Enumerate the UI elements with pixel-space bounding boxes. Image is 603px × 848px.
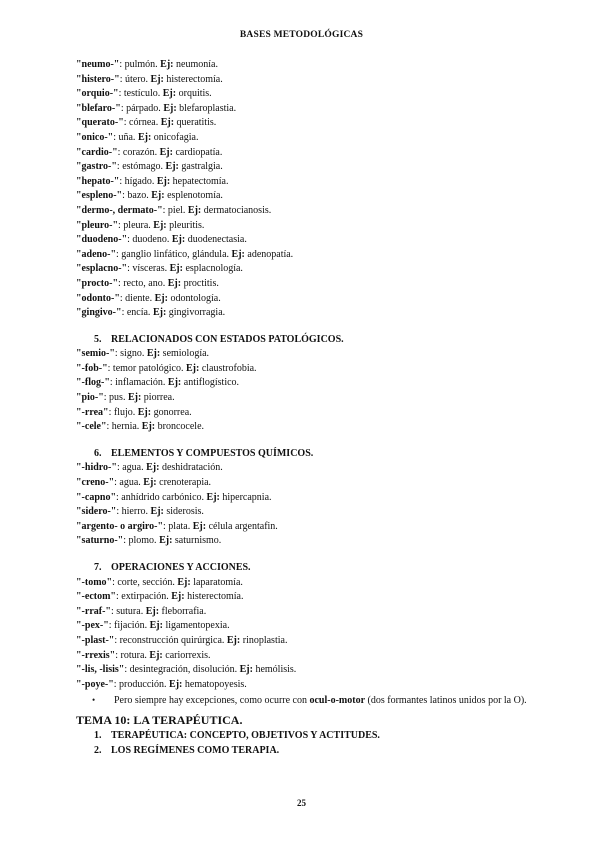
term-entry [76, 534, 526, 549]
term-entry [76, 277, 526, 292]
term-meaning: : extirpación. [115, 591, 172, 603]
term-entry [76, 73, 526, 88]
term-example: laparatomía. [190, 576, 243, 588]
term-meaning: : duodeno. [127, 234, 172, 246]
term-ej: Ej: [171, 591, 185, 603]
term-term: "orquio-" [76, 88, 119, 100]
term-term: "-rraf-" [76, 605, 111, 617]
term-example: hematopoyesis. [182, 678, 247, 690]
term-term: "-fob-" [76, 362, 108, 374]
term-meaning: : testículo. [118, 88, 163, 100]
term-term: "-plast-" [76, 634, 115, 646]
term-meaning: : agua. [116, 462, 147, 474]
term-meaning: : plata. [163, 520, 193, 532]
term-entry [76, 520, 526, 535]
term-ej: Ej: [137, 131, 152, 143]
term-entry [76, 292, 526, 307]
section-5-heading: 5. RELACIONADOS CON ESTADOS PATOLÓGICOS. [94, 333, 344, 345]
term-entry [76, 102, 526, 117]
page-header: BASES METODOLÓGICAS [239, 30, 364, 40]
term-meaning: : córnea. [123, 117, 161, 129]
term-list-organs [76, 58, 526, 321]
term-ej: Ej: [185, 362, 200, 374]
term-entry [76, 362, 526, 377]
term-term: "semio-" [76, 348, 115, 360]
term-meaning: : vísceras. [127, 263, 170, 275]
term-example: antiflogístico. [181, 377, 240, 389]
term-ej: Ej: [152, 307, 167, 319]
term-meaning: : hígado. [119, 175, 157, 187]
bullet-icon: • [92, 695, 96, 706]
term-entry [76, 233, 526, 248]
term-term: "-cele" [76, 421, 107, 433]
term-term: "pleuro-" [76, 219, 119, 231]
tema-10-list [76, 728, 526, 758]
term-example: ligamentopexia. [162, 620, 230, 632]
term-entry [76, 347, 526, 362]
term-ej: Ej: [150, 73, 164, 85]
term-example: histerectomía. [184, 591, 244, 603]
term-ej: Ej: [187, 204, 202, 216]
term-example: semiología. [160, 348, 210, 360]
term-term: "adeno-" [76, 248, 116, 260]
term-term: "-poye-" [76, 678, 114, 690]
term-meaning: : desintegración, disolución. [124, 664, 240, 676]
term-entry [76, 189, 526, 204]
term-entry [76, 248, 526, 263]
tema-subsection: 2. LOS REGÍMENES COMO TERAPIA. [94, 744, 280, 756]
term-list-pathological [76, 347, 526, 435]
term-term: "onico-" [76, 131, 114, 143]
term-term: "-ectom" [76, 591, 116, 603]
term-entry [76, 505, 526, 520]
term-term: "saturno-" [76, 535, 124, 547]
term-term: "creno-" [76, 477, 115, 489]
term-entry [76, 576, 526, 591]
term-meaning: : pus. [103, 392, 128, 404]
term-example: fleborrafia. [159, 605, 207, 617]
term-ej: Ej: [154, 292, 168, 304]
term-entry [76, 87, 526, 102]
term-example: esplacnología. [182, 263, 243, 275]
term-example: dermatocianosis. [201, 204, 272, 216]
term-meaning: : pleura. [118, 219, 154, 231]
term-ej: Ej: [167, 377, 182, 389]
term-meaning: : diente. [119, 292, 155, 304]
term-meaning: : ganglio linfático, glándula. [116, 248, 232, 260]
term-example: odontología. [167, 292, 221, 304]
term-term: "pio-" [76, 392, 104, 404]
term-term: "duodeno-" [76, 234, 128, 246]
term-term: "-hidro-" [76, 462, 117, 474]
document-body [76, 58, 526, 758]
section-7-heading: 7. OPERACIONES Y ACCIONES. [94, 562, 251, 573]
term-term: "hepato-" [76, 175, 120, 187]
term-example: gastralgia. [178, 161, 223, 173]
term-ej: Ej: [159, 535, 173, 547]
term-meaning: : uña. [113, 131, 138, 143]
term-meaning: : inflamación. [109, 377, 168, 389]
term-ej: Ej: [160, 59, 174, 70]
term-ej: Ej: [145, 605, 160, 617]
term-ej: Ej: [146, 462, 160, 474]
term-meaning: : reconstrucción quirúrgica. [114, 634, 227, 646]
term-example: cariorrexis. [162, 649, 211, 661]
term-ej: Ej: [160, 117, 175, 129]
term-term: "gingivo-" [76, 307, 122, 319]
term-example: esplenotomía. [164, 190, 223, 202]
term-meaning: : corazón. [117, 146, 160, 158]
term-example: célula argentafin. [206, 520, 278, 532]
term-entry [76, 391, 526, 406]
term-entry [76, 605, 526, 620]
term-term: "odonto-" [76, 292, 120, 304]
term-example: deshidratación. [159, 462, 223, 474]
term-ej: Ej: [169, 678, 183, 690]
section-6-heading: 6. ELEMENTOS Y COMPUESTOS QUÍMICOS. [94, 447, 314, 459]
term-example: hepatectomía. [170, 175, 229, 187]
term-ej: Ej: [163, 102, 177, 114]
term-term: "histero-" [76, 73, 120, 85]
term-entry [76, 476, 526, 491]
term-entry [76, 678, 526, 693]
term-ej: Ej: [149, 649, 163, 661]
term-entry [76, 420, 526, 435]
term-ej: Ej: [239, 664, 253, 676]
term-meaning: : hierro. [116, 506, 151, 518]
term-meaning: : agua. [114, 477, 144, 489]
term-example: rinoplastia. [240, 634, 288, 646]
term-example: blefaroplastia. [176, 102, 237, 114]
term-meaning: : signo. [114, 348, 147, 360]
tema-10-title: TEMA 10: LA TERAPÉUTICA. [76, 712, 243, 727]
term-meaning: : fijación. [108, 620, 150, 632]
term-example: onicofagia. [151, 131, 199, 143]
term-example: cardiopatía. [172, 146, 223, 158]
term-example: crenoterapia. [156, 477, 212, 489]
term-ej: Ej: [127, 392, 142, 404]
term-ej: Ej: [226, 634, 241, 646]
term-meaning: : encía. [121, 307, 153, 319]
term-ej: Ej: [153, 219, 167, 231]
term-example: duodenectasia. [185, 234, 247, 246]
term-term: "argento- o argiro-" [76, 520, 164, 532]
term-entry [76, 58, 526, 73]
term-example: siderosis. [163, 506, 204, 518]
term-example: proctitis. [181, 277, 219, 289]
term-term: "sidero-" [76, 506, 117, 518]
term-example: hipercapnia. [219, 491, 272, 503]
term-ej: Ej: [150, 506, 164, 518]
term-entry [76, 590, 526, 605]
term-entry [76, 663, 526, 678]
term-example: orquitis. [176, 88, 212, 100]
term-example: adenopatía. [244, 248, 294, 260]
term-meaning: : estómago. [116, 161, 166, 173]
term-meaning: : rotura. [115, 649, 150, 661]
term-entry [76, 116, 526, 131]
term-ej: Ej: [165, 161, 179, 173]
term-example: hemólisis. [252, 664, 297, 676]
term-entry [76, 175, 526, 190]
term-term: "blefaro-" [76, 102, 121, 114]
term-term: "-capno" [76, 491, 116, 503]
term-meaning: : anhídrido carbónico. [116, 491, 207, 503]
term-ej: Ej: [141, 421, 156, 433]
term-term: "esplacno-" [76, 263, 128, 275]
term-list-chemical [76, 461, 526, 549]
term-term: "-pex-" [76, 620, 109, 632]
term-ej: Ej: [151, 190, 165, 202]
term-example: queratitis. [174, 117, 217, 129]
term-ej: Ej: [169, 263, 183, 275]
term-meaning: : producción. [113, 678, 170, 690]
term-term: "-tomo" [76, 576, 113, 588]
term-meaning: : hernia. [106, 421, 142, 433]
term-meaning: : corte, sección. [112, 576, 178, 588]
term-ej: Ej: [149, 620, 163, 632]
term-ej: Ej: [177, 576, 191, 588]
term-meaning: : plomo. [123, 535, 160, 547]
term-example: gonorrea. [151, 406, 192, 418]
term-ej: Ej: [146, 348, 161, 360]
term-example: claustrofobia. [199, 362, 257, 374]
term-meaning: : piel. [162, 204, 188, 216]
term-meaning: : flujo. [108, 406, 138, 418]
term-meaning: : bazo. [122, 190, 152, 202]
term-meaning: : párpado. [120, 102, 164, 114]
term-entry [76, 376, 526, 391]
term-example: broncocele. [155, 421, 205, 433]
tema-subsection: 1. TERAPÉUTICA: CONCEPTO, OBJETIVOS Y ACTITUDES. [94, 729, 380, 741]
term-example: saturnismo. [172, 535, 222, 547]
term-entry [76, 204, 526, 219]
term-ej: Ej: [159, 146, 173, 158]
term-entry [76, 219, 526, 234]
term-meaning: : sutura. [110, 605, 146, 617]
term-meaning: : temor patológico. [107, 362, 186, 374]
term-term: "-rrexis" [76, 649, 116, 661]
term-ej: Ej: [143, 477, 157, 489]
page-number: 25 [297, 798, 306, 808]
term-entry [76, 634, 526, 649]
term-entry [76, 461, 526, 476]
term-ej: Ej: [137, 406, 152, 418]
exception-note: • Pero siempre hay excepciones, como ocurre con ocul-o-motor (dos formantes latinos unidos por la O). [92, 695, 527, 707]
term-term: "dermo-, dermato-" [76, 204, 163, 216]
term-entry [76, 619, 526, 634]
term-term: "cardio-" [76, 146, 118, 158]
term-entry [76, 131, 526, 146]
term-term: "espleno-" [76, 190, 123, 202]
term-entry [76, 146, 526, 161]
term-entry [76, 491, 526, 506]
term-term: "neumo-" [76, 59, 120, 70]
term-entry [76, 406, 526, 421]
term-term: "-rrea" [76, 406, 109, 418]
term-meaning: : recto, ano. [118, 277, 168, 289]
term-ej: Ej: [206, 491, 220, 503]
term-ej: Ej: [231, 248, 245, 260]
term-list-operations [76, 576, 526, 693]
term-ej: Ej: [156, 175, 171, 187]
term-example: gingivorragia. [166, 307, 226, 319]
term-example: piorrea. [141, 392, 175, 404]
term-ej: Ej: [162, 88, 177, 100]
term-example: pleuritis. [166, 219, 205, 231]
term-ej: Ej: [167, 277, 182, 289]
term-meaning: : útero. [119, 73, 151, 85]
term-meaning: : pulmón. [119, 59, 161, 70]
term-term: "-lis, -lisis" [76, 664, 125, 676]
term-entry [76, 160, 526, 175]
term-term: "procto-" [76, 277, 119, 289]
term-example: neumonía. [173, 59, 218, 70]
term-term: "gastro-" [76, 161, 117, 173]
term-term: "querato-" [76, 117, 124, 129]
term-example: histerectomía. [163, 73, 223, 85]
term-ej: Ej: [171, 234, 186, 246]
term-entry [76, 306, 526, 321]
term-entry [76, 262, 526, 277]
term-ej: Ej: [192, 520, 207, 532]
term-entry [76, 649, 526, 664]
term-term: "-flog-" [76, 377, 110, 389]
